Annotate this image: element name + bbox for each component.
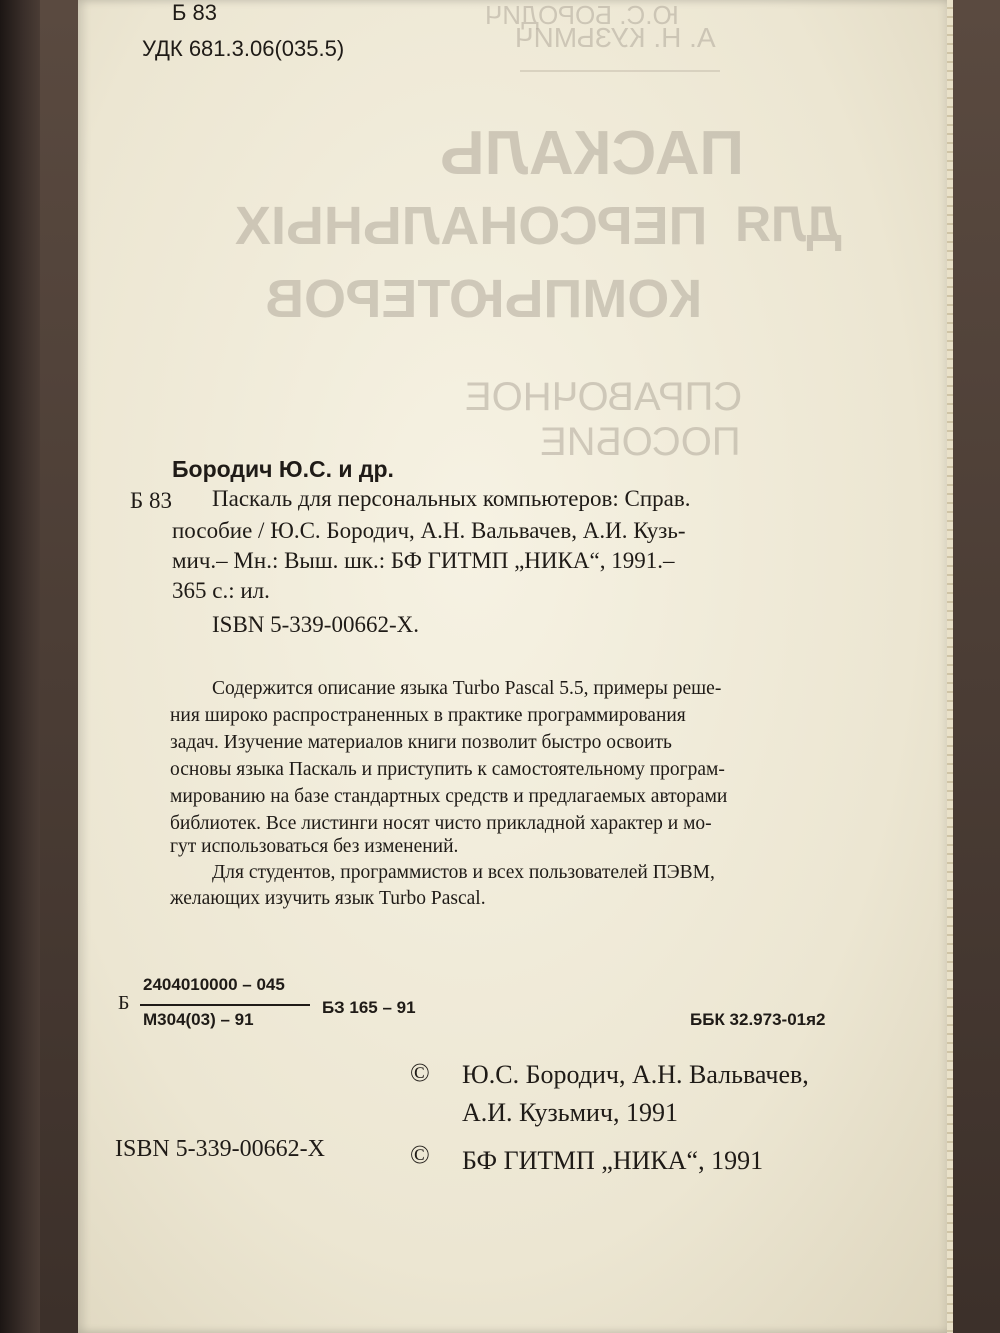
ghost-title-3: ПЕРСОНАЛЬНЫХ [235, 196, 708, 256]
ghost-subtitle-1: СПРАВОЧНОЕ [465, 375, 743, 419]
page-edge [947, 0, 953, 1333]
bib-line-4: 365 с.: ил. [172, 578, 270, 603]
bib-line-2: пособие / Ю.С. Бородич, А.Н. Вальвачев, А.И. Кузь- [172, 518, 686, 543]
bib-isbn: ISBN 5-339-00662-X. [212, 612, 419, 637]
copyright-authors-2: А.И. Кузьмич, 1991 [462, 1098, 679, 1127]
imprint-numerator: 2404010000 – 045 [143, 975, 285, 994]
ghost-title-1: ПАСКАЛЬ [440, 119, 745, 188]
annotation-line-7: гут использоваться без изменений. [170, 836, 459, 857]
fraction-line [140, 1004, 310, 1006]
copyright-symbol-1: © [410, 1058, 430, 1087]
header-code: Б 83 [172, 0, 218, 25]
annotation-line-4: основы языка Паскаль и приступить к самостоятельному програм- [170, 759, 725, 780]
imprint-letter: Б [118, 992, 130, 1014]
ghost-subtitle-2: ПОСОБИЕ [540, 420, 741, 464]
annotation-line-8: Для студентов, программистов и всех пользователей ПЭВМ, [212, 862, 715, 883]
ghost-rule [520, 70, 720, 72]
copyright-publisher: БФ ГИТМП „НИКА“, 1991 [462, 1146, 764, 1175]
ghost-authors-2: А. Н. КУЗЬМИЧ [515, 22, 716, 53]
ghost-title-2: ДЛЯ [735, 196, 842, 252]
book-spine [0, 0, 40, 1333]
copyright-symbol-2: © [410, 1140, 430, 1169]
imprint-denominator: М304(03) – 91 [143, 1010, 254, 1029]
author-heading: Бородич Ю.С. и др. [172, 456, 394, 482]
bib-code: Б 83 [130, 488, 172, 513]
annotation-line-6: библиотек. Все листинги носят чисто прикладной характер и мо- [170, 813, 712, 834]
udk-code: УДК 681.3.06(035.5) [142, 36, 345, 61]
bib-line-1: Паскаль для персональных компьютеров: Справ. [212, 486, 691, 511]
copyright-isbn: ISBN 5-339-00662-Х [115, 1136, 325, 1162]
copyright-authors-1: Ю.С. Бородич, А.Н. Вальвачев, [462, 1060, 809, 1089]
bbk-code: ББК 32.973-01я2 [690, 1010, 826, 1029]
imprint-plan: БЗ 165 – 91 [322, 998, 416, 1017]
annotation-line-2: ния широко распространенных в практике программирования [170, 705, 686, 726]
annotation-line-3: задач. Изучение материалов книги позволит быстро освоить [170, 732, 672, 753]
bib-line-3: мич.– Мн.: Выш. шк.: БФ ГИТМП „НИКА“, 1991.– [172, 548, 675, 573]
annotation-line-9: желающих изучить язык Turbo Pascal. [170, 888, 486, 909]
annotation-line-5: мированию на базе стандартных средств и предлагаемых авторами [170, 786, 728, 807]
ghost-authors-1: Ю.С. БОРОДИЧ [485, 0, 679, 30]
ghost-title-4: КОМПЬЮТЕРОВ [265, 269, 703, 329]
annotation-line-1: Содержится описание языка Turbo Pascal 5.5, примеры реше- [212, 678, 722, 699]
